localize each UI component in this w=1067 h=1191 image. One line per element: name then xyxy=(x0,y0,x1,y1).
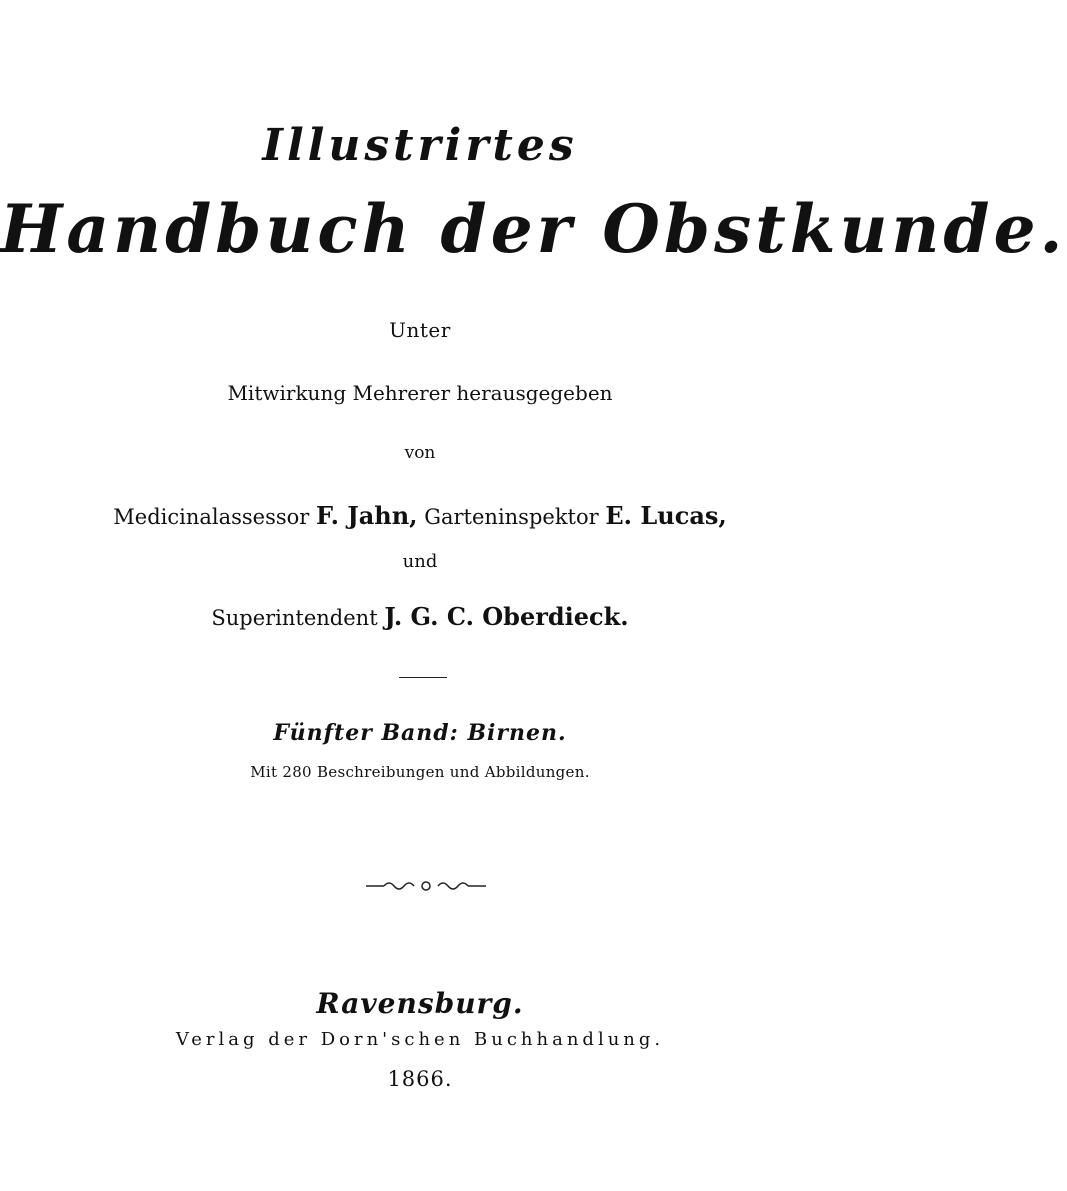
editor1-name: F. Jahn, xyxy=(316,501,418,530)
editor2-role: Garteninspektor xyxy=(424,505,599,529)
imprint-year: 1866. xyxy=(387,1067,453,1091)
unter-text: Unter xyxy=(389,318,451,342)
superintendent-line xyxy=(0,602,840,631)
und-text: und xyxy=(402,551,438,572)
title-line-2: Handbuch der Obstkunde. xyxy=(0,190,1067,268)
imprint-city: Ravensburg. xyxy=(316,987,524,1020)
editor2-name: E. Lucas, xyxy=(605,501,727,530)
volume-label: Fünfter Band: Birnen. xyxy=(273,720,567,746)
volume-count: Mit 280 Beschreibungen und Abbildungen. xyxy=(250,763,590,781)
ornament-divider-icon xyxy=(366,877,486,895)
mitwirkung-text: Mitwirkung Mehrerer herausgegeben xyxy=(227,381,613,405)
divider-rule xyxy=(399,677,447,678)
editor3-role: Superintendent xyxy=(211,606,378,630)
editor1-role: Medicinalassessor xyxy=(113,505,310,529)
title-line-1: Illustrirtes xyxy=(262,120,578,171)
von-text: von xyxy=(404,443,436,463)
editors-line xyxy=(0,501,840,530)
imprint-publisher: Verlag der Dorn'schen Buchhandlung. xyxy=(175,1029,665,1050)
editor3-name: J. G. C. Oberdieck. xyxy=(384,602,629,631)
